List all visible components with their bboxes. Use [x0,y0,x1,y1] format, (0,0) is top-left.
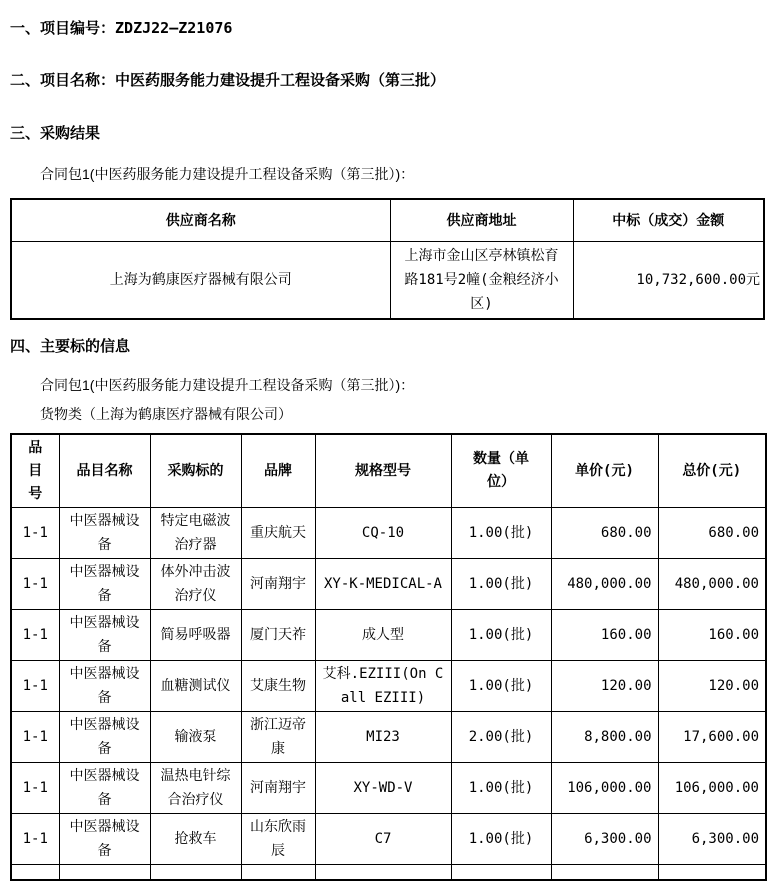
table-cell: 特定电磁波治疗器 [150,508,241,559]
items-table-partial-row [11,865,766,881]
table-cell: 中医器械设备 [59,559,150,610]
project-name-label: 二、项目名称： [10,72,116,89]
column-header: 规格型号 [315,434,451,508]
result-table-header-row [11,199,764,242]
table-cell: 河南翔宇 [241,763,315,814]
table-cell: 480,000.00 [658,559,766,610]
table-cell: XY-K-MEDICAL-A [315,559,451,610]
table-cell [315,865,451,881]
table-cell [241,865,315,881]
table-cell: 1-1 [11,763,59,814]
table-cell: 1.00(批) [451,508,551,559]
table-row [11,508,766,559]
table-cell: 1-1 [11,559,59,610]
table-cell: 1-1 [11,610,59,661]
table-cell: 160.00 [658,610,766,661]
table-row [11,661,766,712]
table-cell [551,865,658,881]
table-cell: 上海市金山区亭林镇松育路181号2幢(金粮经济小区) [390,242,573,320]
column-header: 总价(元) [658,434,766,508]
table-cell: 重庆航天 [241,508,315,559]
table-cell: C7 [315,814,451,865]
table-row [11,763,766,814]
column-header: 中标（成交）金额 [573,199,764,242]
items-table [10,433,767,881]
table-cell: 中医器械设备 [59,610,150,661]
table-cell: 1-1 [11,712,59,763]
project-name-heading [10,73,768,89]
table-cell: 106,000.00 [658,763,766,814]
result-table [10,198,765,320]
column-header: 供应商地址 [390,199,573,242]
table-cell: 艾康生物 [241,661,315,712]
column-header: 采购标的 [150,434,241,508]
table-cell: 中医器械设备 [59,508,150,559]
column-header: 数量（单位） [451,434,551,508]
table-cell: 680.00 [551,508,658,559]
table-row [11,712,766,763]
table-cell: CQ-10 [315,508,451,559]
table-cell: 1.00(批) [451,559,551,610]
table-cell: 1-1 [11,661,59,712]
table-cell: MI23 [315,712,451,763]
table-row [11,559,766,610]
column-header: 供应商名称 [11,199,390,242]
table-cell: 106,000.00 [551,763,658,814]
table-cell: 厦门天祚 [241,610,315,661]
table-cell: 2.00(批) [451,712,551,763]
column-header: 单价(元) [551,434,658,508]
result-package-line: 合同包1(中医药服务能力建设提升工程设备采购（第三批）)： [40,166,415,182]
table-cell: 中医器械设备 [59,814,150,865]
table-cell [150,865,241,881]
table-cell: 输液泵 [150,712,241,763]
table-cell: 1.00(批) [451,610,551,661]
table-cell [451,865,551,881]
table-row [11,814,766,865]
table-cell: 河南翔宇 [241,559,315,610]
main-bid-info-heading: 四、主要标的信息 [10,338,131,355]
table-cell [658,865,766,881]
table-cell: 480,000.00 [551,559,658,610]
table-cell: 1.00(批) [451,661,551,712]
project-number-heading [10,20,768,37]
table-cell: XY-WD-V [315,763,451,814]
table-cell: 艾科.EZIII(On Call EZIII) [315,661,451,712]
table-cell: 上海为鹤康医疗器械有限公司 [11,242,390,320]
table-cell: 山东欣雨辰 [241,814,315,865]
table-cell: 1.00(批) [451,814,551,865]
table-cell: 680.00 [658,508,766,559]
table-cell: 浙江迈帝康 [241,712,315,763]
table-row [11,242,764,320]
table-cell: 17,600.00 [658,712,766,763]
table-cell: 120.00 [658,661,766,712]
table-cell: 1-1 [11,508,59,559]
column-header: 品目名称 [59,434,150,508]
items-table-header-row [11,434,766,508]
project-name-value: 中医药服务能力建设提升工程设备采购（第三批） [115,72,446,89]
bid-category-line: 货物类（上海为鹤康医疗器械有限公司） [40,406,292,422]
table-cell: 160.00 [551,610,658,661]
project-number-value: ZDZJ22—Z21076 [115,19,233,37]
table-cell: 120.00 [551,661,658,712]
table-cell: 中医器械设备 [59,661,150,712]
table-cell: 10,732,600.00元 [573,242,764,320]
table-cell: 血糖测试仪 [150,661,241,712]
column-header: 品目号 [11,434,59,508]
table-cell: 1.00(批) [451,763,551,814]
table-cell: 8,800.00 [551,712,658,763]
table-cell: 体外冲击波治疗仪 [150,559,241,610]
table-cell [11,865,59,881]
table-cell: 抢救车 [150,814,241,865]
column-header: 品牌 [241,434,315,508]
table-cell: 简易呼吸器 [150,610,241,661]
project-number-label: 一、项目编号： [10,20,116,37]
procurement-result-heading: 三、采购结果 [10,125,101,142]
table-cell: 6,300.00 [551,814,658,865]
table-cell: 中医器械设备 [59,763,150,814]
table-cell: 中医器械设备 [59,712,150,763]
table-cell: 温热电针综合治疗仪 [150,763,241,814]
table-cell: 成人型 [315,610,451,661]
table-row [11,610,766,661]
table-cell: 1-1 [11,814,59,865]
bid-package-line: 合同包1(中医药服务能力建设提升工程设备采购（第三批）)： [40,377,415,393]
table-cell [59,865,150,881]
table-cell: 6,300.00 [658,814,766,865]
